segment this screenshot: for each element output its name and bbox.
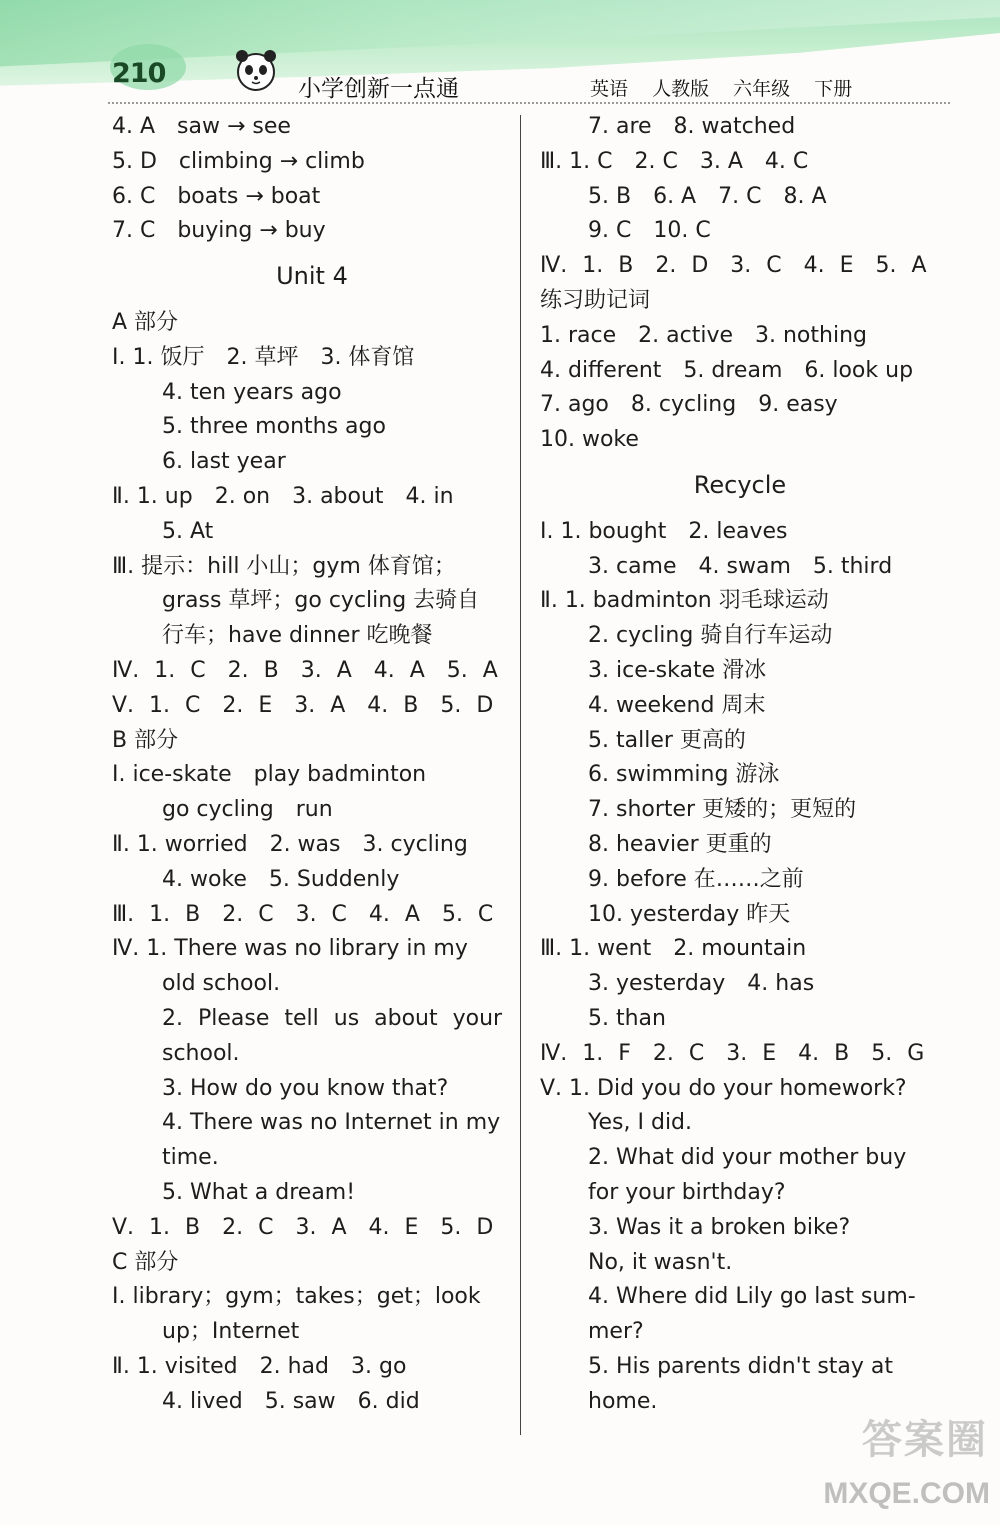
answer-line: Ⅴ. 1. C 2. E 3. A 4. B 5. D: [112, 692, 494, 718]
answer-line: Ⅲ. 1. went 2. mountain: [540, 936, 807, 962]
answer-line: for your birthday?: [588, 1179, 786, 1205]
answer-line: 5. than: [588, 1005, 666, 1031]
answer-line: No, it wasn't.: [588, 1249, 733, 1275]
book-meta: [590, 74, 870, 101]
grade: 六年级: [733, 78, 791, 100]
volume: 下册: [814, 78, 853, 100]
answer-line: 4. ten years ago: [162, 379, 342, 405]
answer-line: 7. are 8. watched: [588, 114, 796, 139]
answer-line: 5. At: [162, 518, 214, 544]
panda-mascot-icon: [230, 44, 282, 96]
answer-line: 3. yesterday 4. has: [588, 971, 815, 997]
answer-line: 3. came 4. swam 5. third: [588, 553, 893, 579]
answer-line: 2. What did your mother buy: [588, 1145, 907, 1171]
answer-line: Ⅱ. 1. badminton 羽毛球运动: [540, 588, 829, 614]
column-divider: [520, 115, 521, 1435]
answer-line: home.: [588, 1388, 658, 1414]
answer-line: Ⅲ. 1. B 2. C 3. C 4. A 5. C: [112, 901, 494, 927]
answer-line: school.: [162, 1040, 240, 1066]
answer-line: 2. cycling 骑自行车运动: [588, 623, 833, 649]
answer-line: 7. ago 8. cycling 9. easy: [540, 392, 838, 418]
answer-line: 8. heavier 更重的: [588, 831, 772, 857]
answer-line: 1. race 2. active 3. nothing: [540, 322, 867, 348]
edition: 人教版: [652, 78, 710, 100]
answer-line: 9. C 10. C: [588, 218, 711, 244]
answer-line: Ⅴ. 1. B 2. C 3. A 4. E 5. D: [112, 1214, 494, 1240]
answer-line: Ⅲ. 1. C 2. C 3. A 4. C: [540, 148, 809, 174]
answer-line: 4. A saw → see: [112, 114, 291, 139]
answer-line: 4. There was no Internet in my: [162, 1110, 501, 1136]
answer-line: 4. weekend 周末: [588, 692, 766, 718]
answer-line: 5. taller 更高的: [588, 727, 746, 753]
answer-line: 5. three months ago: [162, 414, 386, 440]
answer-line: 3. ice-skate 滑冰: [588, 657, 767, 683]
answer-line: 4. different 5. dream 6. look up: [540, 357, 914, 383]
section-heading: 练习助记词: [540, 287, 651, 313]
answer-line: Ⅳ. 1. F 2. C 3. E 4. B 5. G: [540, 1040, 925, 1066]
answer-line: Ⅳ. 1. There was no library in my: [112, 936, 468, 962]
left-column: [112, 110, 512, 1419]
answer-line: 5. His parents didn't stay at: [588, 1353, 894, 1379]
answer-line: 7. shorter 更矮的；更短的: [588, 797, 857, 823]
answer-line: Ⅰ. library；gym；takes；get；look: [112, 1284, 481, 1310]
answer-line: 10. yesterday 昨天: [588, 901, 791, 927]
answer-line: up；Internet: [162, 1319, 300, 1345]
book-title: 小学创新一点通: [298, 76, 459, 102]
unit-heading: Unit 4: [276, 262, 348, 291]
answer-line: Ⅱ. 1. up 2. on 3. about 4. in: [112, 483, 454, 509]
answer-line: 4. woke 5. Suddenly: [162, 866, 400, 892]
answer-line: time.: [162, 1145, 219, 1171]
answer-line: Ⅱ. 1. visited 2. had 3. go: [112, 1353, 407, 1379]
answer-line: 5. What a dream!: [162, 1179, 356, 1205]
watermark-logo-text: 答案圈: [862, 1417, 988, 1463]
answer-line: 4. Where did Lily go last sum-: [588, 1284, 916, 1310]
subject: 英语: [590, 78, 629, 100]
answer-line: 6. C boats → boat: [112, 183, 321, 209]
watermark-url: MXQE.COM: [823, 1477, 990, 1510]
answer-line: 3. Was it a broken bike?: [588, 1214, 851, 1240]
recycle-heading: Recycle: [693, 470, 787, 499]
answer-line: 10. woke: [540, 427, 639, 453]
answer-line: Yes, I did.: [588, 1110, 693, 1136]
answer-line: Ⅰ. ice-skate play badminton: [112, 762, 427, 788]
answer-line: 4. lived 5. saw 6. did: [162, 1388, 420, 1414]
answer-line: grass 草坪；go cycling 去骑自: [162, 588, 480, 614]
section-heading: C 部分: [112, 1249, 179, 1275]
answer-line: 5. B 6. A 7. C 8. A: [588, 183, 827, 209]
answer-line: Ⅴ. 1. Did you do your homework?: [540, 1075, 907, 1101]
answer-line: 行车；have dinner 吃晚餐: [162, 623, 433, 649]
answer-line: 9. before 在……之前: [588, 866, 804, 892]
answer-line: 7. C buying → buy: [112, 218, 326, 244]
answer-line: 2. Please tell us about your: [162, 1005, 503, 1031]
section-heading: B 部分: [112, 727, 179, 753]
answer-line: 3. How do you know that?: [162, 1075, 449, 1101]
answer-line: Ⅳ. 1. C 2. B 3. A 4. A 5. A: [112, 657, 498, 683]
answer-line: go cycling run: [162, 797, 333, 823]
answer-line: Ⅲ. 提示：hill 小山；gym 体育馆；: [112, 553, 456, 579]
answer-line: Ⅰ. 1. 饭厅 2. 草坪 3. 体育馆: [112, 344, 415, 370]
answer-line: old school.: [162, 971, 281, 997]
section-heading: A 部分: [112, 309, 179, 335]
answer-line: mer?: [588, 1319, 644, 1345]
answer-line: Ⅱ. 1. worried 2. was 3. cycling: [112, 831, 468, 857]
answer-line: 6. last year: [162, 449, 286, 475]
answer-line: Ⅰ. 1. bought 2. leaves: [540, 518, 788, 544]
answer-line: 6. swimming 游泳: [588, 762, 780, 788]
answer-line: Ⅳ. 1. B 2. D 3. C 4. E 5. A: [540, 253, 927, 279]
page-number: 210: [112, 58, 166, 89]
right-column: [540, 110, 940, 1419]
header-divider: [108, 102, 950, 104]
answer-line: 5. D climbing → climb: [112, 148, 365, 174]
